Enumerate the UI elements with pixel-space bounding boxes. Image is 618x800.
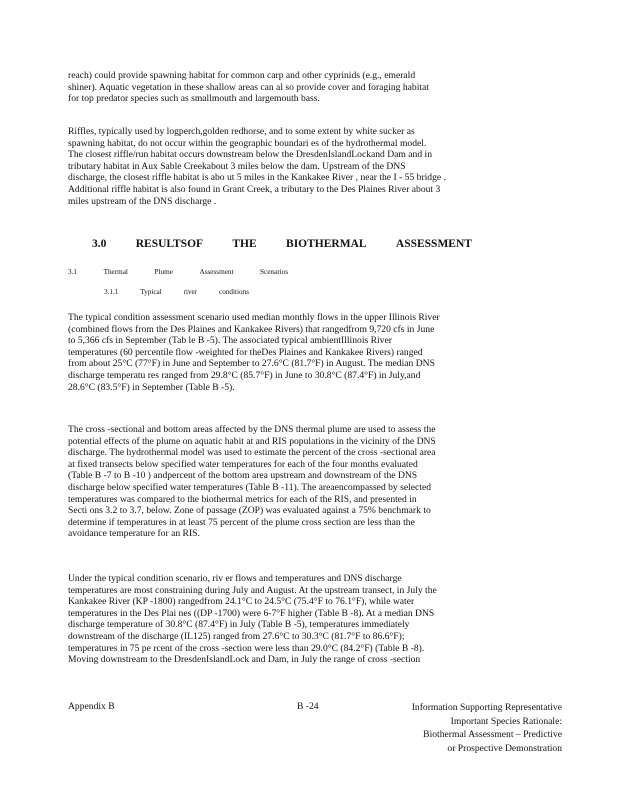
text-line: Secti ons 3.2 to 3.7, below. Zone of passage (ZOP) was evaluated against a 75% benchmark to <box>68 505 431 517</box>
text-line: Moving downstream to the DresdenIslandLock and Dam, in July the range of cross -section <box>68 654 421 666</box>
text-line: (Table B -7 to B -10 ) andpercent of the bottom area upstream and downstream of the DNS <box>68 470 418 482</box>
text-line: avoidance temperature for an RIS. <box>68 528 200 540</box>
text-line: for top predator species such as smallmouth and largemouth bass. <box>68 93 320 105</box>
footer-title-line: or Prospective Demonstration <box>447 742 562 754</box>
heading-word: Plume <box>154 268 173 276</box>
heading-word: 3.1.1 <box>104 288 119 296</box>
text-line: discharge, the closest riffle habitat is abo ut 5 miles in the Kankakee River , near the I - 55 bridge . <box>68 172 446 184</box>
footer-document-title <box>412 701 562 755</box>
text-line: temperatures in 75 pe rcent of the cross -section were less than 29.0°C (84.2°F) (Table B -8). <box>68 642 425 654</box>
subsection-heading <box>68 268 288 276</box>
text-line: spawning habitat, do not occur within the geographic boundari es of the hydrothermal model. <box>68 137 427 149</box>
heading-word: 3.0 <box>92 238 107 250</box>
text-line: The typical condition assessment scenario used median monthly flows in the upper Illinois River <box>68 312 440 323</box>
text-line: temperatures (60 percentile flow -weighted for theDes Plaines and Kankakee Rivers) ranged <box>68 346 423 358</box>
heading-word: 3.1 <box>68 268 77 276</box>
text-line: from about 25°C (77°F) in June and September to 27.6°C (81.7°F) in August. The median DNS <box>68 358 435 370</box>
text-line: Riffles, typically used by logperch,golden redhorse, and to some extent by white sucker as <box>68 126 415 137</box>
text-line: discharge below specified water temperatures (Table B -11). The areaencompassed by selected <box>68 481 432 493</box>
text-line: Under the typical condition scenario, riv er flows and temperatures and DNS discharge <box>68 573 402 584</box>
paragraph-spawning-habitat <box>68 70 538 105</box>
text-line: temperatures was compared to the biothermal metrics for each of the RIS, and presented in <box>68 493 417 505</box>
heading-word: Thermal <box>103 268 128 276</box>
heading-word: river <box>183 288 198 296</box>
footer-title-line: Biothermal Assessment – Predictive <box>423 729 562 740</box>
text-line: (combined flows from the Des Plaines and Kankakee Rivers) that rangedfrom 9,720 cfs in June <box>68 323 435 335</box>
footer-appendix-label: Appendix B <box>68 701 115 712</box>
heading-word: THE <box>232 238 257 250</box>
heading-word: conditions <box>219 288 249 296</box>
heading-word: BIOTHERMAL <box>286 238 367 250</box>
heading-word: ASSESSMENT <box>395 238 472 250</box>
text-line: to 5,366 cfs in September (Tab le B -5). The associated typical ambientIllinois River <box>68 335 392 347</box>
paragraph-typical-condition <box>68 312 538 393</box>
text-line: downstream of the discharge (IL125) ranged from 27.6°C to 30.3°C (81.7°F to 86.6°F); <box>68 630 405 642</box>
text-line: miles upstream of the DNS discharge . <box>68 195 217 207</box>
text-line: Kankakee River (KP -1800) rangedfrom 24.1°C to 24.5°C (75.4°F to 76.1°F), while water <box>68 596 415 608</box>
text-line: tributary habitat in Aux Sable Creekabout 3 miles below the dam. Upstream of the DNS <box>68 160 406 172</box>
text-line: temperatures are most constraining during July and August. At the upstream transect, in July the <box>68 584 437 596</box>
heading-word: Typical <box>140 288 162 296</box>
text-line: at fixed transects below specified water temperatures for each of the four months evaluated <box>68 458 418 470</box>
heading-word: Assessment <box>199 268 234 276</box>
paragraph-under-typical <box>68 573 538 666</box>
section-heading <box>92 238 472 250</box>
text-line: discharge temperatu res ranged from 29.8°C (85.7°F) in June to 30.8°C (87.4°F) in July,and <box>68 369 421 381</box>
text-line: discharge temperature of 30.8°C (87.4°F) in July (Table B -5), temperatures immediately <box>68 619 410 631</box>
footer-title-line: Information Supporting Representative <box>411 702 562 713</box>
text-line: The closest riffle/run habitat occurs downstream below the DresdenIslandLockand Dam and in <box>68 149 433 161</box>
text-line: Additional riffle habitat is also found in Grant Creek, a tributary to the Des Plaines River about 3 <box>68 183 441 195</box>
text-line: determine if temperatures in at least 75 percent of the plume cross section are less than the <box>68 516 415 528</box>
heading-word: RESULTSOF <box>135 238 204 250</box>
heading-word: Scenarios <box>260 268 288 276</box>
footer-title-line: Important Species Rationale: <box>450 715 562 727</box>
text-line: temperatures in the Des Plai nes ((DP -1700) were 6-7°F higher (Table B -8). At a median DNS <box>68 607 435 619</box>
text-line: reach) could provide spawning habitat for common carp and other cyprinids (e.g., emerald <box>68 70 416 81</box>
paragraph-riffles <box>68 126 538 207</box>
subsubsection-heading <box>104 288 249 296</box>
text-line: shiner). Aquatic vegetation in these shallow areas can al so provide cover and foraging habitat <box>68 81 429 93</box>
text-line: discharge. The hydrothermal model was used to estimate the percent of the cross -sectional area <box>68 447 436 459</box>
footer-page-number: B -24 <box>297 701 319 712</box>
text-line: potential effects of the plume on aquatic habit at and RIS populations in the vicinity of the DNS <box>68 435 436 447</box>
text-line: 28.6°C (83.5°F) in September (Table B -5). <box>68 381 235 393</box>
text-line: The cross -sectional and bottom areas affected by the DNS thermal plume are used to assess the <box>68 424 436 435</box>
paragraph-cross-sectional <box>68 424 538 540</box>
